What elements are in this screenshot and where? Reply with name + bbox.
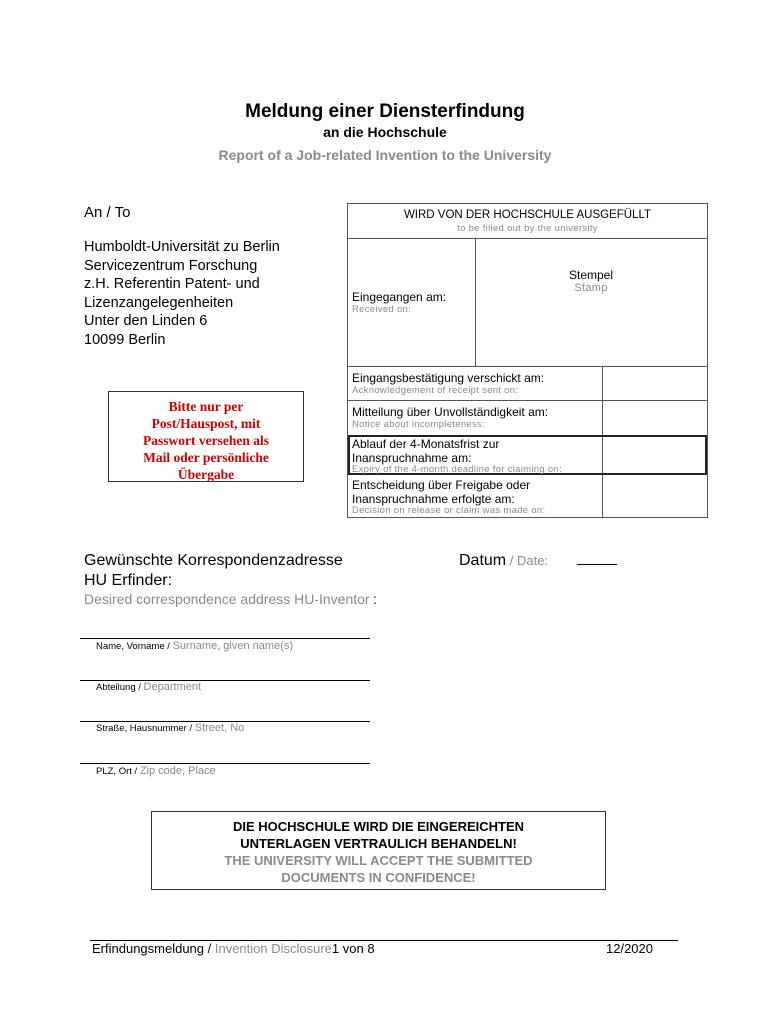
deadline-label (352, 437, 499, 465)
street-field-label (96, 722, 244, 734)
deadline-label-line: Ablauf der 4-Monatsfrist zur (352, 437, 500, 451)
page-subtitle-en: Report of a Job-related Invention to the University (218, 147, 552, 163)
zip-label-en: Zip code, Place (139, 765, 216, 777)
confidential-line: DIE HOCHSCHULE WIRD DIE EINGEREICHTEN (232, 819, 525, 834)
footer-date: 12/2020 (606, 941, 653, 956)
department-label-de: Abteilung / (96, 682, 144, 693)
receipt-sent-label: Eingangsbestätigung verschickt am: (352, 371, 545, 385)
deadline-label-line: Inanspruchnahme am: (352, 451, 472, 465)
name-label-de: Name, Vorname / (96, 641, 173, 652)
office-header-en: to be filled out by the university (457, 223, 598, 234)
notice-line: Passwort versehen als (143, 433, 269, 448)
name-field-label (96, 640, 293, 652)
notice-line: Bitte nur per (168, 399, 244, 414)
divider (475, 238, 476, 366)
deadline-label-en: Expiry of the 4-month deadline for claiming on: (352, 464, 563, 475)
correspondence-subtitle-en: Desired correspondence address HU-Inventor (84, 591, 370, 607)
page-subtitle: an die Hochschule (323, 124, 447, 140)
correspondence-title (84, 551, 343, 591)
confidential-line: UNTERLAGEN VERTRAULICH BEHANDELN! (240, 836, 517, 851)
university-use-table (347, 203, 708, 518)
name-input-line[interactable] (80, 638, 370, 639)
date-label-de: Datum (459, 552, 507, 569)
correspondence-colon: : (373, 591, 377, 607)
footer-title-de: Erfindungsmeldung / (92, 941, 215, 956)
received-label-en: Received on: (352, 304, 412, 315)
notice-line: Mail oder persönliche (143, 450, 269, 465)
address-line: Humboldt-Universität zu Berlin (84, 239, 280, 255)
divider (348, 238, 707, 239)
incomplete-label-en: Notice about incompleteness: (352, 419, 486, 430)
confidential-line-en: DOCUMENTS IN CONFIDENCE! (281, 870, 476, 885)
notice-line: Übergabe (177, 467, 235, 482)
correspondence-title-line: HU Erfinder: (84, 572, 173, 589)
date-input-line[interactable] (577, 564, 617, 565)
address-line: Servicezentrum Forschung (84, 257, 258, 274)
zip-input-line[interactable] (80, 763, 370, 764)
recipient-address (84, 238, 280, 349)
footer-document-name (92, 941, 375, 956)
recipient-label: An / To (84, 204, 131, 221)
name-label-en: Surname, given name(s) (172, 640, 294, 652)
correspondence-title-line: Gewünschte Korrespondenzadresse (84, 552, 343, 569)
divider (348, 366, 707, 367)
zip-label-de: PLZ, Ort / (96, 766, 140, 777)
address-line: Unter den Linden 6 (84, 313, 208, 329)
notice-line: Post/Hauspost, mit (151, 416, 261, 431)
stamp-label: Stempel (568, 268, 614, 282)
page-title: Meldung einer Diensterfindung (245, 101, 525, 122)
street-label-en: Street, No (194, 722, 245, 734)
decision-label-line: Entscheidung über Freigabe oder (352, 478, 531, 492)
footer-title-en: Invention Disclosure (214, 941, 332, 956)
department-field-label (96, 681, 201, 693)
date-label-sep: / (506, 553, 517, 568)
decision-label (352, 478, 530, 506)
zip-field-label (96, 765, 216, 777)
decision-label-line: Inanspruchnahme erfolgte am: (352, 492, 515, 506)
incomplete-label: Mitteilung über Unvollständigkeit am: (352, 405, 549, 419)
street-label-de: Straße, Hausnummer / (96, 723, 195, 734)
divider (348, 400, 707, 401)
footer-page-number: 1 von 8 (331, 941, 375, 956)
address-line: 10099 Berlin (84, 331, 166, 348)
receipt-sent-label-en: Acknowledgement of receipt sent on: (352, 385, 519, 396)
confidentiality-notice (151, 811, 606, 890)
date-label-en: Date: (516, 553, 549, 568)
submission-notice-box (108, 391, 304, 482)
date-label (459, 552, 548, 570)
office-header: WIRD VON DER HOCHSCHULE AUSGEFÜLLT (403, 209, 652, 221)
received-label: Eingegangen am: (352, 290, 447, 304)
confidential-line-en: THE UNIVERSITY WILL ACCEPT THE SUBMITTED (224, 853, 533, 868)
department-label-en: Department (143, 681, 202, 693)
address-line: Lizenzangelegenheiten (84, 294, 234, 311)
stamp-label-en: Stamp (574, 282, 608, 294)
decision-label-en: Decision on release or claim was made on: (352, 505, 546, 516)
address-line: z.H. Referentin Patent- und (84, 276, 260, 292)
